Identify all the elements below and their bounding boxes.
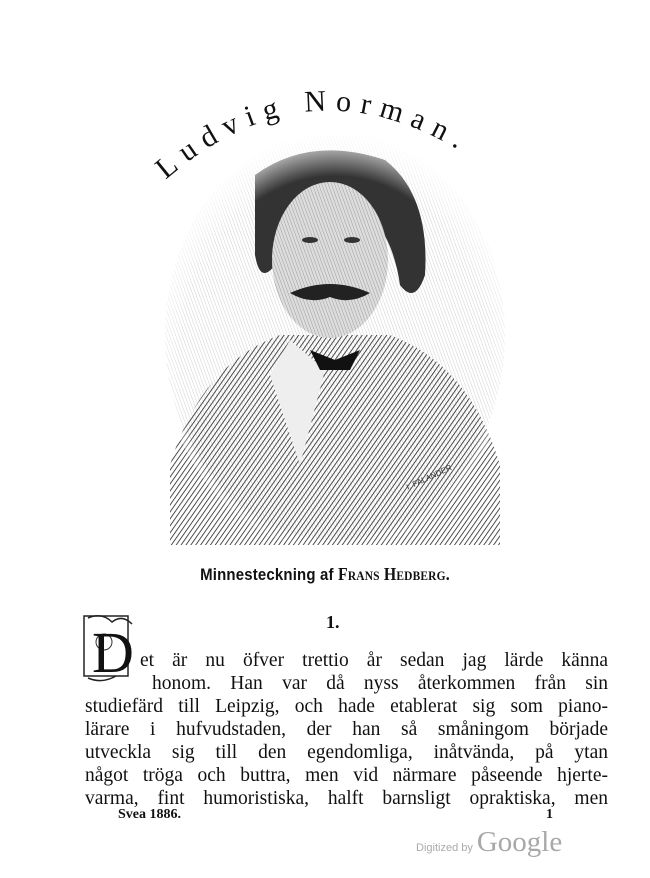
body-line-text: lärare i hufvudstaden, der han så småningom började	[85, 719, 608, 740]
sheet-number: 1	[546, 807, 553, 822]
body-line-text: varma, fint humoristiska, halft barnsligt opraktiska, men	[85, 788, 608, 809]
watermark-small: Digitized by	[416, 842, 473, 854]
engraver-signature: I. FALANDER	[405, 462, 454, 492]
drop-cap-letter: D	[92, 620, 134, 684]
body-line-text: utveckla sig till den egendomliga, inåtvända, på ytan	[85, 742, 608, 763]
google-watermark	[416, 826, 562, 859]
body-line	[85, 764, 608, 787]
body-line	[152, 672, 608, 695]
portrait-engraving	[160, 135, 510, 545]
title-textpath: Ludvig Norman.	[149, 84, 479, 186]
caption-author: Frans Hedberg.	[337, 564, 450, 584]
body-line	[85, 695, 608, 718]
body-line	[85, 741, 608, 764]
body-line-text: något tröga och buttra, men vid närmare påseende hjerte-	[85, 765, 608, 786]
section-number: 1.	[326, 612, 340, 632]
body-line	[140, 649, 608, 672]
watermark-google: Google	[476, 826, 563, 858]
caption	[39, 564, 611, 585]
body-line-text: studiefärd till Leipzig, och hade etablerat sig som piano-	[85, 696, 608, 717]
body-line-text: honom. Han var då nyss återkommen från sin	[152, 673, 608, 694]
body-line-text: et är nu öfver trettio år sedan jag lärde känna	[140, 650, 608, 671]
body-line	[85, 718, 608, 741]
drop-cap-ornament	[82, 612, 142, 684]
signature-mark: Svea 1886.	[118, 807, 181, 822]
caption-prefix: Minnesteckning af	[200, 565, 334, 584]
